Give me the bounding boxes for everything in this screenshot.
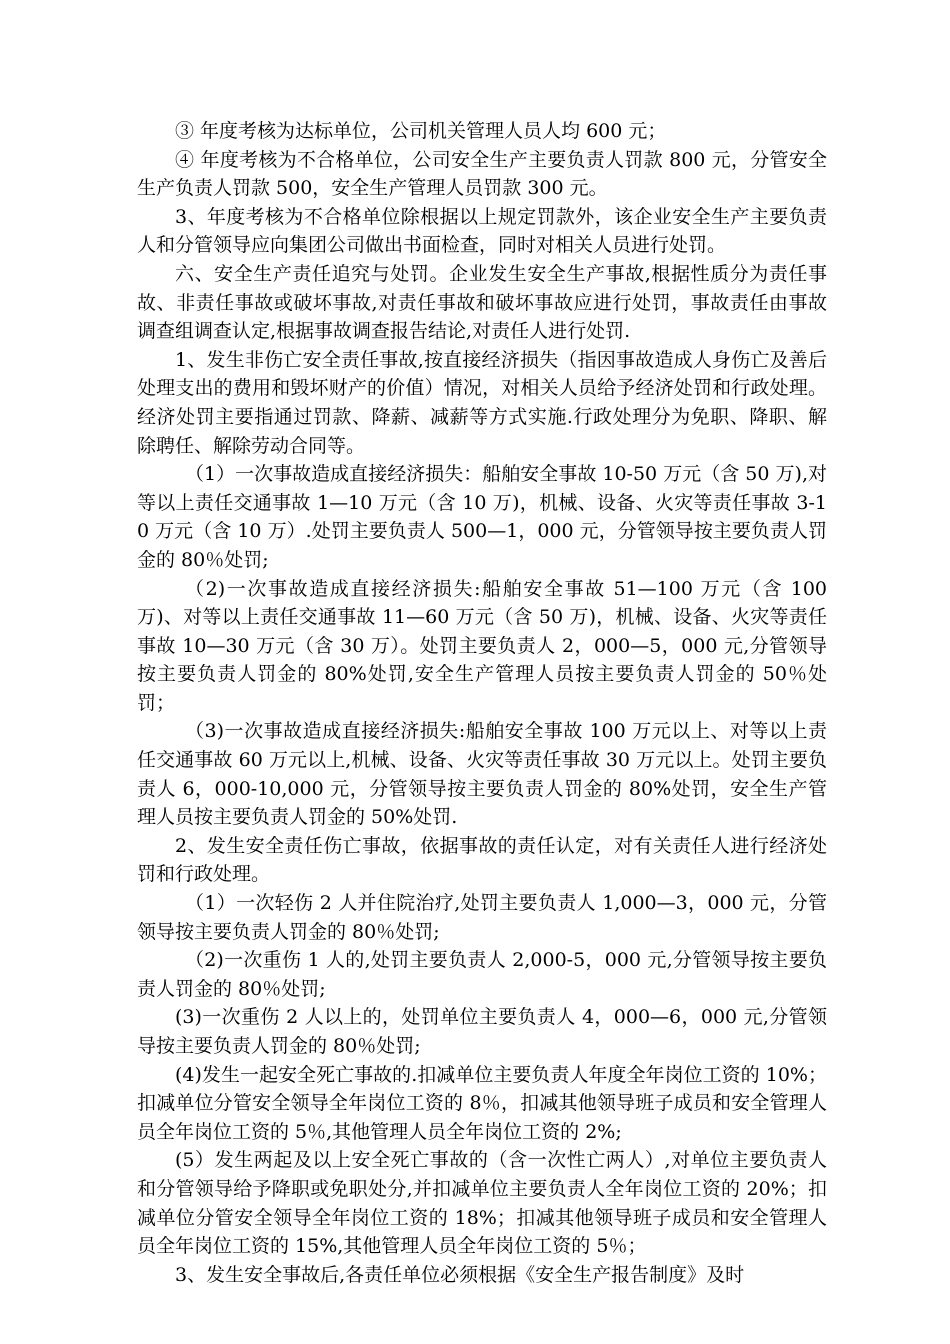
paragraph-non-casualty-accident: 1、发生非伤亡安全责任事故,按直接经济损失（指因事故造成人身伤亡及善后处理支出的费用和毁坏财产的价值）情况，对相关人员给予经济处罚和行政处理。经济处罚主要指通过罚款、降薪、减薪等方式实施.行政处理分为免职、降职、解除聘任、解除劳动合同等。 xyxy=(137,348,827,457)
paragraph-loss-tier-3: （3)一次事故造成直接经济损失:船舶安全事故 100 万元以上、对等以上责任交通事故 60 万元以上,机械、设备、火灾等责任事故 30 万元以上。处罚主要负责人 6，000-10,000 元，分管领导按主要负责人罚金的 80%处罚，安全生产管理人员按主要负责人罚金的 50%处罚. xyxy=(137,720,827,829)
paragraph-section-six-heading: 六、安全生产责任追究与处罚。企业发生安全生产事故,根据性质分为责任事故、非责任事故或破坏事故,对责任事故和破坏事故应进行处罚，事故责任由事故调查组调查认定,根据事故调查报告结论,对责任人进行处罚. xyxy=(137,262,827,343)
paragraph-assessment-fail-penalty: ④ 年度考核为不合格单位，公司安全生产主要负责人罚款 800 元，分管安全生产负责人罚款 500，安全生产管理人员罚款 300 元。 xyxy=(137,148,827,200)
paragraph-one-fatality: (4)发生一起安全死亡事故的.扣减单位主要负责人年度全年岗位工资的 10%；扣减单位分管安全领导全年岗位工资的 8％，扣减其他领导班子成员和安全管理人员全年岗位工资的 5％,其他管理人员全年岗位工资的 2%; xyxy=(137,1063,827,1143)
document-body xyxy=(137,117,827,1289)
paragraph-serious-injury-one: （2)一次重伤 1 人的,处罚主要负责人 2,000-5，000 元,分管领导按主要负责人罚金的 80％处罚; xyxy=(137,949,827,1000)
paragraph-written-review: 3、年度考核为不合格单位除根据以上规定罚款外，该企业安全生产主要负责人和分管领导应向集团公司做出书面检查，同时对相关人员进行处罚。 xyxy=(137,205,827,257)
paragraph-minor-injury: （1）一次轻伤 2 人并住院治疗,处罚主要负责人 1,000—3，000 元，分管领导按主要负责人罚金的 80％处罚; xyxy=(137,892,827,943)
paragraph-loss-tier-1: （1）一次事故造成直接经济损失：船舶安全事故 10-50 万元（含 50 万),对等以上责任交通事故 1—10 万元（含 10 万)，机械、设备、火灾等责任事故 3-10 万元（含 10 万）.处罚主要负责人 500—1，000 元，分管领导按主要负责人罚金的 80％处罚; xyxy=(137,463,827,571)
paragraph-assessment-standard-reward: ③ 年度考核为达标单位，公司机关管理人员人均 600 元； xyxy=(175,120,667,142)
paragraph-loss-tier-2: （2)一次事故造成直接经济损失:船舶安全事故 51—100 万元（含 100 万)、对等以上责任交通事故 11—60 万元（含 50 万)，机械、设备、火灾等责任事故 10—30 万元（含 30 万）。处罚主要负责人 2，000—5，000 元,分管领导按主要负责人罚金的 80%处罚,安全生产管理人员按主要负责人罚金的 50％处罚； xyxy=(137,577,827,714)
paragraph-reporting-duty: 3、发生安全事故后,各责任单位必须根据《安全生产报告制度》及时 xyxy=(175,1263,745,1286)
paragraph-multiple-fatalities: (5）发生两起及以上安全死亡事故的（含一次性亡两人）,对单位主要负责人和分管领导给予降职或免职处分,并扣减单位主要负责人全年岗位工资的 20%；扣减单位分管安全领导全年岗位工资的 18%；扣减其他领导班子成员和安全管理人员全年岗位工资的 15%,其他管理人员全年岗位工资的 5％； xyxy=(137,1149,827,1258)
paragraph-casualty-accident: 2、发生安全责任伤亡事故，依据事故的责任认定，对有关责任人进行经济处罚和行政处理。 xyxy=(137,834,827,886)
paragraph-serious-injury-two: (3)一次重伤 2 人以上的，处罚单位主要负责人 4，000—6，000 元,分管领导按主要负责人罚金的 80％处罚; xyxy=(137,1006,827,1057)
